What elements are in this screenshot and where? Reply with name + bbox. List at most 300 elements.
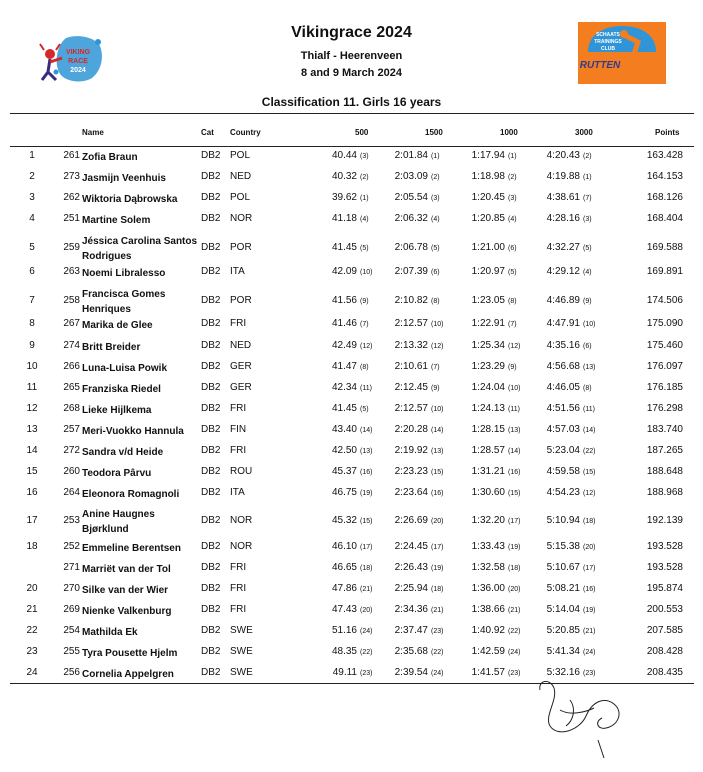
athlete-name: Silke van der Wier — [82, 585, 169, 596]
rank-1500: (16) — [431, 490, 444, 497]
time-3000: 5:23.04 — [546, 445, 580, 456]
rank-1000: (10) — [508, 385, 521, 392]
time-3000: 4:29.12 — [546, 266, 580, 277]
country-cell: FRI — [230, 445, 247, 456]
points-cell: 193.528 — [646, 562, 683, 573]
time-500-cell — [310, 562, 374, 573]
country-cell: FRI — [230, 403, 247, 414]
rank-500: (24) — [360, 628, 373, 635]
athlete-name: Tyra Pousette Hjelm — [82, 648, 178, 659]
time-1000: 1:28.57 — [471, 445, 505, 456]
time-3000-cell — [540, 213, 597, 224]
rank-500: (20) — [360, 607, 373, 614]
points-cell: 168.404 — [646, 213, 683, 224]
rank-500: (5) — [360, 245, 369, 252]
time-1500: 2:13.32 — [394, 340, 428, 351]
time-500: 42.49 — [331, 340, 357, 351]
bib-cell: 266 — [63, 361, 80, 372]
time-3000-cell — [540, 541, 597, 552]
time-1000-cell — [465, 604, 522, 615]
time-1500-cell — [385, 487, 445, 498]
time-1000: 1:30.60 — [471, 487, 505, 498]
bib-cell: 267 — [63, 318, 80, 329]
rank-cell: 5 — [29, 242, 35, 253]
country-cell: SWE — [230, 625, 253, 636]
time-3000-cell — [540, 583, 597, 594]
rank-1500: (1) — [431, 153, 440, 160]
col-header-cat: Cat — [201, 128, 214, 137]
athlete-name: Anine Haugnes Bjørklund — [82, 509, 155, 535]
rank-1000: (8) — [508, 298, 517, 305]
country-cell: GER — [230, 361, 252, 372]
time-1500: 2:34.36 — [394, 604, 428, 615]
cat-cell: DB2 — [201, 466, 221, 477]
points-cell: 200.553 — [646, 604, 683, 615]
time-500-cell — [310, 382, 374, 393]
rank-1000: (14) — [508, 448, 521, 455]
rank-3000: (17) — [583, 565, 596, 572]
svg-text:TRAININGS: TRAININGS — [594, 39, 622, 45]
rank-1000: (13) — [508, 427, 521, 434]
time-1000-cell — [465, 667, 522, 678]
time-1000: 1:20.97 — [471, 266, 505, 277]
cat-cell: DB2 — [201, 403, 221, 414]
time-1500: 2:03.09 — [394, 171, 428, 182]
time-500: 41.56 — [331, 295, 357, 306]
time-1000-cell — [465, 625, 522, 636]
time-3000-cell — [540, 318, 597, 329]
time-3000-cell — [540, 242, 597, 253]
rank-cell: 6 — [29, 266, 35, 277]
time-3000-cell — [540, 487, 597, 498]
rank-3000: (5) — [583, 245, 592, 252]
cat-cell: DB2 — [201, 340, 221, 351]
points-cell: 169.588 — [646, 242, 683, 253]
time-1000: 1:24.13 — [471, 403, 505, 414]
time-1500: 2:24.45 — [394, 541, 428, 552]
rank-500: (3) — [360, 153, 369, 160]
classification-title: Classification 11. Girls 16 years — [261, 95, 442, 109]
rank-1500: (9) — [431, 385, 440, 392]
time-500-cell — [310, 515, 374, 526]
time-500: 45.37 — [331, 466, 357, 477]
time-3000-cell — [540, 515, 597, 526]
rank-1500: (13) — [431, 448, 444, 455]
time-500-cell — [310, 295, 374, 306]
rank-3000: (23) — [583, 670, 596, 677]
time-500: 41.18 — [331, 213, 357, 224]
cat-cell: DB2 — [201, 445, 221, 456]
time-1500-cell — [385, 318, 445, 329]
cat-cell: DB2 — [201, 604, 221, 615]
cat-cell: DB2 — [201, 213, 221, 224]
rank-cell: 16 — [26, 487, 38, 498]
time-1500-cell — [385, 150, 445, 161]
time-500: 41.45 — [331, 403, 357, 414]
points-cell: 207.585 — [646, 625, 683, 636]
bib-cell: 258 — [63, 295, 80, 306]
rank-cell: 10 — [26, 361, 38, 372]
athlete-name: Jéssica Carolina Santos Rodrigues — [82, 236, 198, 262]
time-500: 48.35 — [331, 646, 357, 657]
country-cell: NED — [230, 171, 252, 182]
time-3000-cell — [540, 295, 597, 306]
document-header — [0, 0, 703, 95]
points-cell: 174.506 — [646, 295, 683, 306]
time-1500-cell — [385, 604, 445, 615]
country-cell: NED — [230, 340, 252, 351]
rank-1000: (15) — [508, 490, 521, 497]
time-1000-cell — [465, 646, 522, 657]
points-cell: 175.090 — [646, 318, 683, 329]
time-500: 40.32 — [331, 171, 357, 182]
time-3000: 4:32.27 — [546, 242, 580, 253]
time-3000: 5:32.16 — [546, 667, 580, 678]
rank-1000: (18) — [508, 565, 521, 572]
time-3000: 4:19.88 — [546, 171, 580, 182]
time-3000-cell — [540, 171, 597, 182]
country-cell: NOR — [230, 213, 253, 224]
divider — [10, 146, 694, 147]
rank-3000: (24) — [583, 649, 596, 656]
time-1000: 1:25.34 — [471, 340, 505, 351]
time-1500-cell — [385, 340, 445, 351]
time-1500: 2:10.82 — [394, 295, 428, 306]
time-1500: 2:23.64 — [394, 487, 428, 498]
time-1000-cell — [465, 466, 522, 477]
time-500: 41.45 — [331, 242, 357, 253]
bib-cell: 271 — [63, 562, 80, 573]
cat-cell: DB2 — [201, 150, 221, 161]
time-1500: 2:26.43 — [394, 562, 428, 573]
rank-500: (11) — [360, 385, 372, 392]
rank-cell: 22 — [26, 625, 38, 636]
time-500-cell — [310, 646, 374, 657]
time-500: 47.86 — [331, 583, 357, 594]
time-1000: 1:21.00 — [471, 242, 505, 253]
time-1500-cell — [385, 583, 445, 594]
athlete-name: Wiktoria Dąbrowska — [82, 194, 178, 205]
rank-cell: 3 — [29, 192, 35, 203]
time-3000-cell — [540, 604, 597, 615]
points-cell: 208.428 — [646, 646, 683, 657]
rank-3000: (18) — [583, 518, 596, 525]
time-500-cell — [310, 487, 374, 498]
time-3000: 4:46.05 — [546, 382, 580, 393]
time-500-cell — [310, 213, 374, 224]
svg-text:VIKING: VIKING — [65, 49, 91, 56]
bib-cell: 262 — [63, 192, 80, 203]
time-3000: 4:28.16 — [546, 213, 580, 224]
cat-cell: DB2 — [201, 667, 221, 678]
rank-1000: (22) — [508, 628, 521, 635]
points-cell: 187.265 — [646, 445, 683, 456]
time-3000: 5:14.04 — [546, 604, 580, 615]
rank-cell: 4 — [29, 213, 35, 224]
rank-1500: (14) — [431, 427, 444, 434]
cat-cell: DB2 — [201, 192, 221, 203]
club-logo — [578, 22, 666, 84]
rank-1500: (2) — [431, 174, 440, 181]
time-1000-cell — [465, 403, 522, 414]
time-3000-cell — [540, 625, 597, 636]
rank-1500: (4) — [431, 216, 440, 223]
time-3000-cell — [540, 424, 597, 435]
rank-1500: (22) — [431, 649, 444, 656]
rank-cell: 14 — [26, 445, 38, 456]
country-cell: FIN — [230, 424, 247, 435]
rank-1000: (23) — [508, 670, 521, 677]
time-500-cell — [310, 445, 374, 456]
rank-1000: (11) — [508, 406, 520, 413]
time-500: 49.11 — [332, 667, 357, 678]
country-cell: POL — [230, 192, 251, 203]
rank-500: (15) — [360, 518, 373, 525]
time-1000-cell — [465, 295, 522, 306]
time-3000: 4:59.58 — [546, 466, 580, 477]
rank-cell: 11 — [26, 382, 38, 393]
time-3000: 4:54.23 — [546, 487, 580, 498]
time-1000-cell — [465, 361, 522, 372]
country-cell: ROU — [230, 466, 253, 477]
time-1500-cell — [385, 625, 445, 636]
bib-cell: 260 — [63, 466, 80, 477]
time-1000-cell — [465, 150, 522, 161]
points-cell: 193.528 — [646, 541, 683, 552]
event-title: Vikingrace 2024 — [291, 24, 412, 41]
time-1000: 1:36.00 — [471, 583, 505, 594]
bib-cell: 265 — [63, 382, 80, 393]
points-cell: 183.740 — [646, 424, 683, 435]
rank-3000: (21) — [583, 628, 596, 635]
time-3000: 4:56.68 — [546, 361, 580, 372]
rank-1500: (3) — [431, 195, 440, 202]
rank-500: (22) — [360, 649, 373, 656]
time-1000-cell — [465, 515, 522, 526]
time-1000-cell — [465, 318, 522, 329]
rank-1000: (6) — [508, 245, 517, 252]
time-3000: 5:10.67 — [546, 562, 580, 573]
country-cell: ITA — [230, 487, 245, 498]
rank-3000: (14) — [583, 427, 596, 434]
rank-500: (13) — [360, 448, 373, 455]
time-500-cell — [310, 541, 374, 552]
time-3000-cell — [540, 192, 597, 203]
rank-cell: 20 — [26, 583, 38, 594]
time-1500-cell — [385, 382, 445, 393]
time-1000: 1:31.21 — [471, 466, 505, 477]
time-3000-cell — [540, 445, 597, 456]
svg-text:CLUB: CLUB — [601, 46, 615, 52]
time-1500: 2:26.69 — [394, 515, 428, 526]
time-1500-cell — [385, 424, 445, 435]
bib-cell: 268 — [63, 403, 80, 414]
country-cell: POR — [230, 295, 252, 306]
time-3000: 4:57.03 — [546, 424, 580, 435]
time-500-cell — [310, 340, 374, 351]
time-1500: 2:39.54 — [394, 667, 428, 678]
rank-cell: 8 — [29, 318, 35, 329]
bib-cell: 263 — [63, 266, 80, 277]
cat-cell: DB2 — [201, 562, 221, 573]
time-1500: 2:12.57 — [394, 403, 428, 414]
athlete-name: Franziska Riedel — [82, 384, 161, 395]
rank-1500: (10) — [431, 321, 444, 328]
athlete-name: Teodora Pârvu — [82, 468, 152, 479]
rank-500: (1) — [360, 195, 369, 202]
rank-1500: (12) — [431, 343, 444, 350]
rank-1500: (19) — [431, 565, 444, 572]
time-500-cell — [310, 625, 374, 636]
time-3000: 4:20.43 — [546, 150, 580, 161]
rank-cell: 1 — [29, 150, 35, 161]
country-cell: GER — [230, 382, 252, 393]
rank-500: (19) — [360, 490, 373, 497]
rank-500: (21) — [360, 586, 373, 593]
time-1000: 1:24.04 — [471, 382, 505, 393]
cat-cell: DB2 — [201, 583, 221, 594]
time-500: 41.47 — [331, 361, 357, 372]
rank-500: (5) — [360, 406, 369, 413]
time-1500-cell — [385, 466, 445, 477]
bib-cell: 274 — [63, 340, 80, 351]
time-3000: 5:20.85 — [546, 625, 580, 636]
time-1500-cell — [385, 403, 445, 414]
rank-1000: (20) — [508, 586, 521, 593]
time-1000-cell — [465, 541, 522, 552]
time-3000-cell — [540, 266, 597, 277]
athlete-name: Noemi Libralesso — [82, 268, 166, 279]
athlete-name: Sandra v/d Heide — [82, 447, 164, 458]
col-header-3000: 3000 — [575, 128, 593, 137]
cat-cell: DB2 — [201, 361, 221, 372]
time-1500: 2:35.68 — [394, 646, 428, 657]
time-1500: 2:01.84 — [394, 150, 428, 161]
time-1000-cell — [465, 242, 522, 253]
time-3000: 4:51.56 — [546, 403, 580, 414]
time-1000: 1:32.20 — [471, 515, 505, 526]
rank-500: (8) — [360, 364, 369, 371]
points-cell: 164.153 — [646, 171, 683, 182]
time-1000: 1:41.57 — [471, 667, 505, 678]
points-cell: 176.185 — [646, 382, 683, 393]
rank-cell: 17 — [26, 515, 38, 526]
time-1000: 1:38.66 — [471, 604, 505, 615]
athlete-name: Francisca Gomes Henriques — [82, 289, 166, 315]
athlete-name: Jasmijn Veenhuis — [82, 173, 166, 184]
rank-3000: (1) — [583, 174, 592, 181]
time-1500-cell — [385, 171, 445, 182]
time-1000-cell — [465, 487, 522, 498]
rank-3000: (6) — [583, 343, 592, 350]
time-3000-cell — [540, 340, 597, 351]
points-cell: 176.298 — [646, 403, 683, 414]
time-1000-cell — [465, 562, 522, 573]
athlete-name: Mathilda Ek — [82, 627, 138, 638]
rank-cell: 21 — [26, 604, 38, 615]
cat-cell: DB2 — [201, 266, 221, 277]
rank-cell: 24 — [26, 667, 38, 678]
rank-1500: (15) — [431, 469, 444, 476]
time-1000: 1:22.91 — [471, 318, 505, 329]
rank-1500: (6) — [431, 269, 440, 276]
time-3000-cell — [540, 466, 597, 477]
athlete-name: Meri-Vuokko Hannula — [82, 426, 184, 437]
time-500: 42.09 — [331, 266, 357, 277]
rank-3000: (15) — [583, 469, 596, 476]
time-3000: 5:15.38 — [546, 541, 580, 552]
points-cell: 169.891 — [646, 266, 683, 277]
time-1000-cell — [465, 340, 522, 351]
country-cell: SWE — [230, 646, 253, 657]
rank-500: (23) — [360, 670, 373, 677]
rank-1500: (21) — [431, 607, 444, 614]
time-500: 46.65 — [331, 562, 357, 573]
rank-3000: (4) — [583, 269, 592, 276]
time-500: 45.32 — [331, 515, 357, 526]
country-cell: NOR — [230, 515, 253, 526]
rank-1500: (17) — [431, 544, 444, 551]
country-cell: SWE — [230, 667, 253, 678]
athlete-name: Cornelia Appelgren — [82, 669, 174, 680]
rank-1500: (7) — [431, 364, 440, 371]
col-header-500: 500 — [355, 128, 369, 137]
rank-1000: (1) — [508, 153, 517, 160]
cat-cell: DB2 — [201, 424, 221, 435]
rank-3000: (12) — [583, 490, 596, 497]
rank-cell: 9 — [29, 340, 35, 351]
time-1500: 2:06.78 — [394, 242, 428, 253]
time-1500-cell — [385, 192, 445, 203]
rank-cell: 2 — [29, 171, 35, 182]
time-500-cell — [310, 667, 374, 678]
points-cell: 163.428 — [646, 150, 683, 161]
time-1500-cell — [385, 242, 445, 253]
athlete-name: Marika de Glee — [82, 320, 153, 331]
cat-cell: DB2 — [201, 515, 221, 526]
time-3000-cell — [540, 361, 597, 372]
col-header-1500: 1500 — [425, 128, 443, 137]
points-cell: 175.460 — [646, 340, 683, 351]
rank-1000: (16) — [508, 469, 521, 476]
time-1500: 2:19.92 — [394, 445, 428, 456]
athlete-name: Lieke Hijlkema — [82, 405, 152, 416]
time-1000-cell — [465, 445, 522, 456]
rank-cell: 13 — [26, 424, 38, 435]
bib-cell: 272 — [63, 445, 80, 456]
time-1000-cell — [465, 266, 522, 277]
time-1500-cell — [385, 667, 445, 678]
time-3000: 5:41.34 — [546, 646, 580, 657]
rank-1000: (24) — [508, 649, 521, 656]
bib-cell: 270 — [63, 583, 80, 594]
time-1000: 1:33.43 — [471, 541, 505, 552]
rank-500: (4) — [360, 216, 369, 223]
rank-3000: (16) — [583, 586, 596, 593]
pen-scribble — [520, 660, 640, 760]
time-500-cell — [310, 361, 374, 372]
time-500-cell — [310, 583, 374, 594]
time-500: 46.75 — [331, 487, 357, 498]
time-500-cell — [310, 266, 374, 277]
svg-text:2024: 2024 — [70, 67, 86, 74]
cat-cell: DB2 — [201, 295, 221, 306]
time-1500: 2:06.32 — [394, 213, 428, 224]
points-cell: 168.126 — [646, 192, 683, 203]
time-1500: 2:25.94 — [394, 583, 428, 594]
time-500: 42.50 — [331, 445, 357, 456]
rank-1000: (17) — [508, 518, 521, 525]
